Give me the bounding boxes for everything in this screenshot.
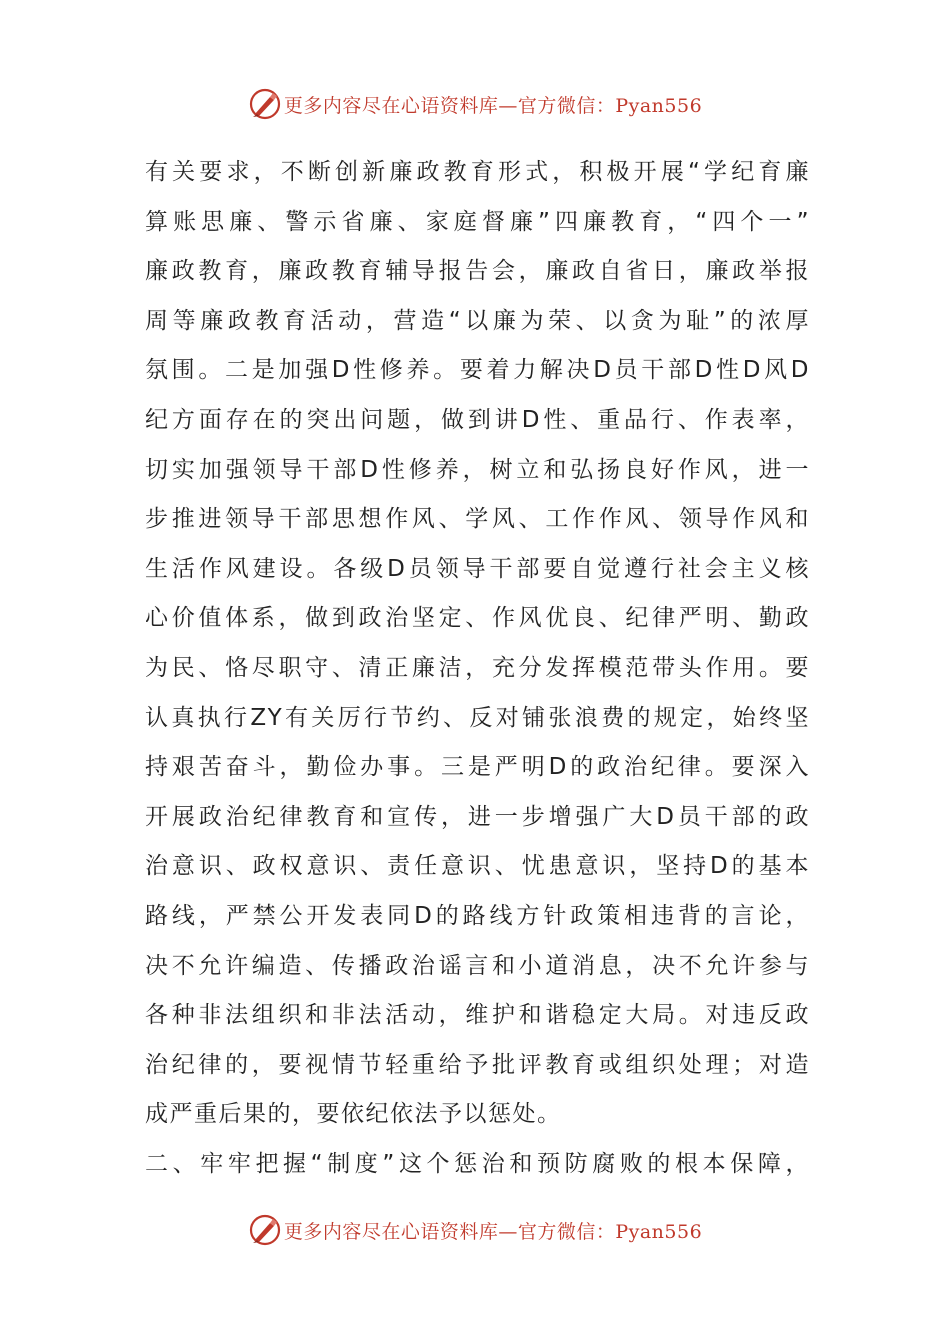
- paragraph-line: 路线，严禁公开发表同D的路线方针政策相违背的言论，: [145, 902, 810, 929]
- paragraph-line: 治纪律的，要视情节轻重给予批评教育或组织处理；对造: [145, 1051, 810, 1078]
- footer-banner: [0, 1210, 950, 1250]
- paragraph-line: 有关要求，不断创新廉政教育形式，积极开展“学纪育廉: [145, 159, 810, 185]
- paragraph-line: 开展政治纪律教育和宣传，进一步增强广大D员干部的政: [145, 803, 810, 830]
- footer-banner-text: 更多内容尽在心语资料库—官方微信：Pyan556: [283, 1220, 703, 1243]
- paragraph-line: 认真执行ZY有关厉行节约、反对铺张浪费的规定，始终坚: [145, 704, 810, 731]
- pen-logo-icon: [248, 1213, 282, 1247]
- paragraph-line: 生活作风建设。各级D员领导干部要自觉遵行社会主义核: [145, 555, 810, 582]
- paragraph-line: 周等廉政教育活动，营造“以廉为荣、以贪为耻”的浓厚: [145, 307, 810, 334]
- paragraph-line: 氛围。二是加强D性修养。要着力解决D员干部D性D风D: [145, 357, 810, 384]
- paragraph-line: 决不允许编造、传播政治谣言和小道消息，决不允许参与: [145, 952, 810, 979]
- header-banner-text: 更多内容尽在心语资料库—官方微信：Pyan556: [283, 94, 703, 117]
- paragraph-line: 心价值体系，做到政治坚定、作风优良、纪律严明、勤政: [145, 605, 810, 632]
- paragraph-line: 纪方面存在的突出问题，做到讲D性、重品行、作表率，: [145, 406, 810, 433]
- paragraph-line: 切实加强领导干部D性修养，树立和弘扬良好作风，进一: [145, 456, 810, 483]
- paragraph-line: 步推进领导干部思想作风、学风、工作作风、领导作风和: [145, 506, 810, 533]
- paragraph-line: 廉政教育，廉政教育辅导报告会，廉政自省日，廉政举报: [145, 258, 810, 285]
- document-body: [145, 148, 810, 1189]
- pen-logo-icon: [248, 87, 282, 121]
- paragraph-line: 为民、恪尽职守、清正廉洁，充分发挥模范带头作用。要: [145, 654, 810, 681]
- paragraph-line: 二、牢牢把握“制度”这个惩治和预防腐败的根本保障，: [145, 1150, 810, 1177]
- paragraph-line: 治意识、政权意识、责任意识、忧患意识，坚持D的基本: [145, 853, 810, 880]
- paragraph-line: 各种非法组织和非法活动，维护和谐稳定大局。对违反政: [145, 1002, 810, 1029]
- paragraph-line: 算账思廉、警示省廉、家庭督廉”四廉教育，“四个一”: [145, 208, 810, 235]
- paragraph-line: 持艰苦奋斗，勤俭办事。三是严明D的政治纪律。要深入: [145, 754, 810, 781]
- header-banner: [0, 84, 950, 124]
- paragraph-line: 成严重后果的，要依纪依法予以惩处。: [145, 1101, 562, 1128]
